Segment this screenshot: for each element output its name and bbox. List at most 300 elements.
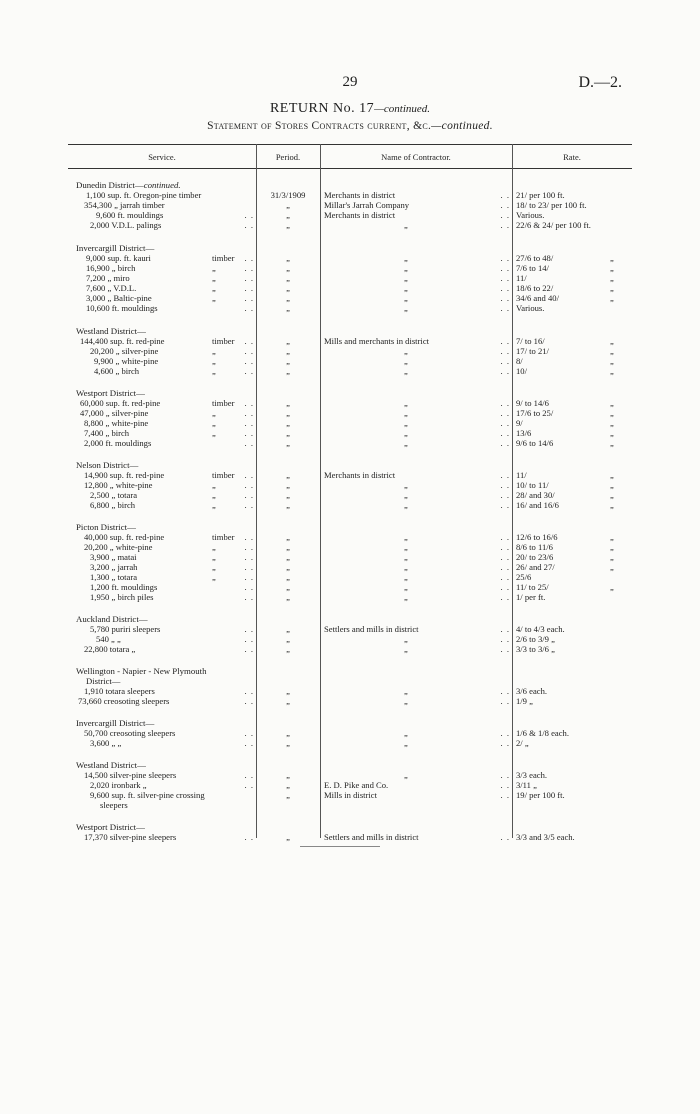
period-cell: „ <box>286 428 290 438</box>
leader-dots: . . <box>500 686 510 696</box>
rate-text: 1/9 „ <box>516 696 533 706</box>
rate-text: Various. <box>516 303 545 313</box>
district-heading <box>76 822 256 832</box>
period-cell: „ <box>286 220 290 230</box>
contractor-cell <box>324 624 512 634</box>
rate-ditto: „ <box>610 532 614 542</box>
leader-dots: . . <box>500 418 510 428</box>
period-cell: „ <box>286 273 290 283</box>
service-cell <box>76 686 256 696</box>
contractor-cell <box>324 470 512 480</box>
leader-dots: . . <box>244 490 254 500</box>
leader-dots: . . <box>500 696 510 706</box>
service-text: Auckland District— <box>76 614 148 624</box>
service-text: 3,600 „ „ <box>90 738 122 748</box>
leader-dots: . . <box>500 780 510 790</box>
rate-text: 13/6 <box>516 428 532 438</box>
rate-text: 3/3 and 3/5 each. <box>516 832 575 842</box>
service-cell <box>76 562 256 572</box>
rate-ditto: „ <box>610 552 614 562</box>
service-text: 1,100 sup. ft. Oregon-pine timber <box>86 190 202 200</box>
period-cell: „ <box>286 303 290 313</box>
leader-dots: . . <box>500 200 510 210</box>
service-cell <box>76 592 256 602</box>
contractor-text: Mills and merchants in district <box>324 336 430 346</box>
service-cell <box>76 200 256 210</box>
rate-text: 9/ to 14/6 <box>516 398 549 408</box>
leader-dots: . . <box>244 293 254 303</box>
contractor-cell <box>324 552 512 562</box>
service-cell <box>76 728 256 738</box>
contractor-text: „ <box>404 542 408 552</box>
period-cell: „ <box>286 408 290 418</box>
rate-text: 22/6 & 24/ per 100 ft. <box>516 220 591 230</box>
leader-dots: . . <box>244 438 254 448</box>
rate-text: 1/ per ft. <box>516 592 546 602</box>
district-heading <box>76 460 256 470</box>
contractor-text: „ <box>404 490 408 500</box>
period-cell: „ <box>286 582 290 592</box>
period-cell: „ <box>286 398 290 408</box>
service-tail: „ <box>212 480 216 490</box>
period-cell: „ <box>286 770 290 780</box>
period-cell: „ <box>286 210 290 220</box>
contractor-text: „ <box>404 582 408 592</box>
leader-dots: . . <box>500 480 510 490</box>
contractor-text: „ <box>404 696 408 706</box>
leader-dots: . . <box>244 770 254 780</box>
service-text: Nelson District— <box>76 460 139 470</box>
period-cell: „ <box>286 283 290 293</box>
contractor-cell <box>324 398 512 408</box>
rate-text: 2/ „ <box>516 738 529 748</box>
return-title-text: RETURN No. 17 <box>269 101 375 116</box>
service-tail: „ <box>212 428 216 438</box>
column-header-contractor: Name of Contractor. <box>381 152 451 162</box>
contractor-cell <box>324 592 512 602</box>
service-cell <box>76 770 256 780</box>
contractor-cell <box>324 190 512 200</box>
contractor-cell <box>324 366 512 376</box>
service-tail: timber <box>212 532 235 542</box>
rate-text: 9/ <box>516 418 523 428</box>
service-text: 6,800 „ birch <box>90 500 136 510</box>
service-text: 3,900 „ matai <box>90 552 137 562</box>
leader-dots: . . <box>244 686 254 696</box>
contractor-text: „ <box>404 770 408 780</box>
service-text: 540 „ „ <box>96 634 121 644</box>
contractor-text: „ <box>404 592 408 602</box>
contractor-text: „ <box>404 644 408 654</box>
rate-text: 18/ to 23/ per 100 ft. <box>516 200 587 210</box>
leader-dots: . . <box>244 644 254 654</box>
service-text: Westland District— <box>76 760 146 770</box>
contractor-text: Merchants in district <box>324 210 396 220</box>
leader-dots: . . <box>244 562 254 572</box>
service-text: 40,000 sup. ft. red-pine <box>84 532 165 542</box>
service-cell <box>76 624 256 634</box>
service-text: 9,000 sup. ft. kauri <box>86 253 151 263</box>
rate-text: 3/11 „ <box>516 780 537 790</box>
district-heading <box>76 614 256 624</box>
service-text: 5,780 puriri sleepers <box>90 624 161 634</box>
leader-dots: . . <box>500 552 510 562</box>
rate-cell <box>516 398 618 408</box>
column-divider-period <box>256 144 257 838</box>
contractor-cell <box>324 253 512 263</box>
service-tail: timber <box>212 470 235 480</box>
service-cell <box>76 696 256 706</box>
contractor-cell <box>324 572 512 582</box>
contractor-cell <box>324 263 512 273</box>
service-text: 9,600 sup. ft. silver-pine crossing <box>90 790 205 800</box>
leader-dots: . . <box>244 366 254 376</box>
service-tail: „ <box>212 542 216 552</box>
district-heading <box>76 388 256 398</box>
service-text: 8,800 „ white-pine <box>84 418 149 428</box>
service-text: 9,900 „ white-pine <box>94 356 159 366</box>
rate-cell <box>516 408 618 418</box>
leader-dots: . . <box>244 336 254 346</box>
contractor-text: „ <box>404 686 408 696</box>
service-cell <box>76 490 256 500</box>
contractor-cell <box>324 283 512 293</box>
rate-text: 26/ and 27/ <box>516 562 555 572</box>
leader-dots: . . <box>500 470 510 480</box>
rate-cell <box>516 346 618 356</box>
service-text: 7,600 „ V.D.L. <box>86 283 137 293</box>
rate-text: 11/ <box>516 470 527 480</box>
rate-text: 2/6 to 3/9 „ <box>516 634 555 644</box>
rate-text: 20/ to 23/6 <box>516 552 554 562</box>
contractor-cell <box>324 686 512 696</box>
column-header-period: Period. <box>275 152 301 162</box>
rate-cell <box>516 200 618 210</box>
column-divider-contractor <box>320 144 321 838</box>
leader-dots: . . <box>244 356 254 366</box>
leader-dots: . . <box>500 408 510 418</box>
leader-dots: . . <box>244 624 254 634</box>
service-cell <box>76 542 256 552</box>
contractor-cell <box>324 428 512 438</box>
leader-dots: . . <box>244 634 254 644</box>
rate-ditto: „ <box>610 273 614 283</box>
statement-title <box>0 120 700 132</box>
service-text: 1,200 ft. mouldings <box>90 582 158 592</box>
rate-cell <box>516 293 618 303</box>
leader-dots: . . <box>500 582 510 592</box>
contractor-text: „ <box>404 398 408 408</box>
service-text: Wellington - Napier - New Plymouth <box>76 666 207 676</box>
period-cell: „ <box>286 490 290 500</box>
service-tail: „ <box>212 283 216 293</box>
page-number: 29 <box>342 74 358 90</box>
leader-dots: . . <box>244 408 254 418</box>
period-cell: „ <box>286 293 290 303</box>
leader-dots: . . <box>500 542 510 552</box>
service-tail: „ <box>212 366 216 376</box>
service-cell <box>76 500 256 510</box>
leader-dots: . . <box>244 220 254 230</box>
district-heading <box>76 760 256 770</box>
contractor-cell <box>324 582 512 592</box>
rate-text: 3/3 to 3/6 „ <box>516 644 555 654</box>
rate-text: 9/6 to 14/6 <box>516 438 554 448</box>
service-cell <box>76 336 256 346</box>
rate-ditto: „ <box>610 542 614 552</box>
contractor-text: „ <box>404 356 408 366</box>
table-header-rule <box>68 168 632 169</box>
contractor-cell <box>324 770 512 780</box>
leader-dots: . . <box>500 738 510 748</box>
service-text: 1,300 „ totara <box>90 572 138 582</box>
leader-dots: . . <box>244 480 254 490</box>
leader-dots: . . <box>244 500 254 510</box>
leader-dots: . . <box>500 644 510 654</box>
period-cell: „ <box>286 562 290 572</box>
contractor-text: „ <box>404 283 408 293</box>
contractor-text: „ <box>404 532 408 542</box>
rate-ditto: „ <box>610 356 614 366</box>
contractor-text: „ <box>404 220 408 230</box>
service-text: 14,500 silver-pine sleepers <box>84 770 177 780</box>
service-cell <box>76 438 256 448</box>
leader-dots: . . <box>244 572 254 582</box>
service-tail: „ <box>212 273 216 283</box>
rate-cell <box>516 438 618 448</box>
rate-ditto: „ <box>610 346 614 356</box>
service-cell <box>76 263 256 273</box>
service-text: Picton District— <box>76 522 136 532</box>
service-text: 4,600 „ birch <box>94 366 140 376</box>
contractor-text: Merchants in district <box>324 190 396 200</box>
contractor-text: „ <box>404 408 408 418</box>
leader-dots: . . <box>500 500 510 510</box>
service-cell <box>76 780 256 790</box>
leader-dots: . . <box>500 283 510 293</box>
service-text: District— <box>86 676 121 686</box>
rate-ditto: „ <box>610 263 614 273</box>
contractor-text: „ <box>404 346 408 356</box>
period-cell: „ <box>286 634 290 644</box>
contractor-cell <box>324 490 512 500</box>
district-heading <box>76 243 256 253</box>
leader-dots: . . <box>500 770 510 780</box>
rate-text: 8/6 to 11/6 <box>516 542 553 552</box>
table-top-rule <box>68 144 632 145</box>
rate-cell <box>516 220 618 230</box>
leader-dots: . . <box>500 428 510 438</box>
rate-text: Various. <box>516 210 545 220</box>
leader-dots: . . <box>500 624 510 634</box>
rate-text: 10/ to 11/ <box>516 480 549 490</box>
service-tail: timber <box>212 336 235 346</box>
rate-text: 21/ per 100 ft. <box>516 190 565 200</box>
rate-text: 8/ <box>516 356 523 366</box>
rate-ditto: „ <box>610 470 614 480</box>
service-text: 22,800 totara „ <box>84 644 136 654</box>
period-cell: „ <box>286 438 290 448</box>
service-text: 144,400 sup. ft. red-pine <box>80 336 165 346</box>
service-cell <box>76 293 256 303</box>
service-text: 2,500 „ totara <box>90 490 138 500</box>
period-cell: „ <box>286 686 290 696</box>
rate-cell <box>516 283 618 293</box>
period-cell: „ <box>286 644 290 654</box>
leader-dots: . . <box>244 542 254 552</box>
contractor-text: „ <box>404 293 408 303</box>
service-text: 2,020 ironbark „ <box>90 780 147 790</box>
rate-cell <box>516 532 618 542</box>
contractor-cell <box>324 293 512 303</box>
leader-dots: . . <box>244 780 254 790</box>
period-cell: „ <box>286 696 290 706</box>
period-cell: 31/3/1909 <box>270 190 306 200</box>
contractor-text: „ <box>404 303 408 313</box>
rate-cell <box>516 428 618 438</box>
rate-cell <box>516 832 618 842</box>
table-bottom-rule <box>300 846 380 847</box>
leader-dots: . . <box>500 293 510 303</box>
rate-ditto: „ <box>610 418 614 428</box>
period-cell: „ <box>286 624 290 634</box>
service-cell <box>76 303 256 313</box>
service-tail: „ <box>212 356 216 366</box>
contractor-text: „ <box>404 562 408 572</box>
period-cell: „ <box>286 263 290 273</box>
contractor-cell <box>324 438 512 448</box>
rate-ditto: „ <box>610 336 614 346</box>
service-cell <box>76 738 256 748</box>
leader-dots: . . <box>244 696 254 706</box>
service-cell <box>76 273 256 283</box>
leader-dots: . . <box>500 592 510 602</box>
leader-dots: . . <box>500 438 510 448</box>
period-cell: „ <box>286 470 290 480</box>
service-text: 16,900 „ birch <box>86 263 136 273</box>
rate-text: 10/ <box>516 366 527 376</box>
service-text: 7,400 „ birch <box>84 428 130 438</box>
contractor-cell <box>324 644 512 654</box>
service-tail: „ <box>212 293 216 303</box>
rate-cell <box>516 562 618 572</box>
district-heading <box>76 326 256 336</box>
leader-dots: . . <box>500 398 510 408</box>
document-code: D.—2. <box>578 74 622 91</box>
rate-text: 3/3 each. <box>516 770 548 780</box>
contractor-cell <box>324 500 512 510</box>
leader-dots: . . <box>244 738 254 748</box>
leader-dots: . . <box>500 572 510 582</box>
leader-dots: . . <box>244 592 254 602</box>
rate-cell <box>516 480 618 490</box>
service-text: 9,600 ft. mouldings <box>96 210 164 220</box>
service-cell <box>76 470 256 480</box>
service-text: Westport District— <box>76 822 145 832</box>
service-text: 60,000 sup. ft. red-pine <box>80 398 161 408</box>
leader-dots: . . <box>500 490 510 500</box>
rate-ditto: „ <box>610 408 614 418</box>
rate-cell <box>516 634 618 644</box>
contractor-cell <box>324 738 512 748</box>
rate-cell <box>516 592 618 602</box>
rate-cell <box>516 738 618 748</box>
leader-dots: . . <box>500 336 510 346</box>
leader-dots: . . <box>500 220 510 230</box>
rate-ditto: „ <box>610 562 614 572</box>
leader-dots: . . <box>500 532 510 542</box>
service-tail: timber <box>212 398 235 408</box>
service-text: 7,200 „ miro <box>86 273 130 283</box>
district-heading <box>76 718 256 728</box>
service-text: 2,000 ft. mouldings <box>84 438 152 448</box>
leader-dots: . . <box>244 210 254 220</box>
service-text: 73,660 creosoting sleepers <box>78 696 170 706</box>
period-cell: „ <box>286 346 290 356</box>
leader-dots: . . <box>244 253 254 263</box>
service-tail: „ <box>212 346 216 356</box>
period-cell: „ <box>286 500 290 510</box>
rate-cell <box>516 728 618 738</box>
leader-dots: . . <box>244 346 254 356</box>
rate-cell <box>516 552 618 562</box>
period-cell: „ <box>286 253 290 263</box>
contractor-cell <box>324 728 512 738</box>
service-cell <box>76 572 256 582</box>
rate-cell <box>516 644 618 654</box>
service-tail: „ <box>212 263 216 273</box>
rate-cell <box>516 418 618 428</box>
service-text: Dunedin District—continued. <box>76 180 181 190</box>
rate-cell <box>516 470 618 480</box>
service-tail: „ <box>212 418 216 428</box>
service-cell <box>76 532 256 542</box>
leader-dots: . . <box>500 346 510 356</box>
leader-dots: . . <box>244 582 254 592</box>
contractor-cell <box>324 356 512 366</box>
contractor-cell <box>324 346 512 356</box>
service-cell <box>76 220 256 230</box>
service-text: 50,700 creosoting sleepers <box>84 728 176 738</box>
contractor-text: „ <box>404 500 408 510</box>
rate-ditto: „ <box>610 253 614 263</box>
service-cell <box>76 644 256 654</box>
rate-text: 4/ to 4/3 each. <box>516 624 565 634</box>
leader-dots: . . <box>244 263 254 273</box>
rate-cell <box>516 263 618 273</box>
rate-cell <box>516 500 618 510</box>
district-heading <box>76 522 256 532</box>
leader-dots: . . <box>500 190 510 200</box>
contractor-text: „ <box>404 728 408 738</box>
period-cell: „ <box>286 532 290 542</box>
contractor-text: E. D. Pike and Co. <box>324 780 389 790</box>
leader-dots: . . <box>244 470 254 480</box>
period-cell: „ <box>286 200 290 210</box>
service-tail: timber <box>212 253 235 263</box>
contractor-text: Millar's Jarrah Company <box>324 200 410 210</box>
contractor-cell <box>324 532 512 542</box>
period-cell: „ <box>286 418 290 428</box>
rate-text: 34/6 and 40/ <box>516 293 559 303</box>
service-cell <box>76 408 256 418</box>
service-text: 10,600 ft. mouldings <box>86 303 158 313</box>
contractor-cell <box>324 273 512 283</box>
service-cell <box>76 346 256 356</box>
rate-ditto: „ <box>610 283 614 293</box>
service-cell <box>76 582 256 592</box>
service-text: 1,950 „ birch piles <box>90 592 154 602</box>
